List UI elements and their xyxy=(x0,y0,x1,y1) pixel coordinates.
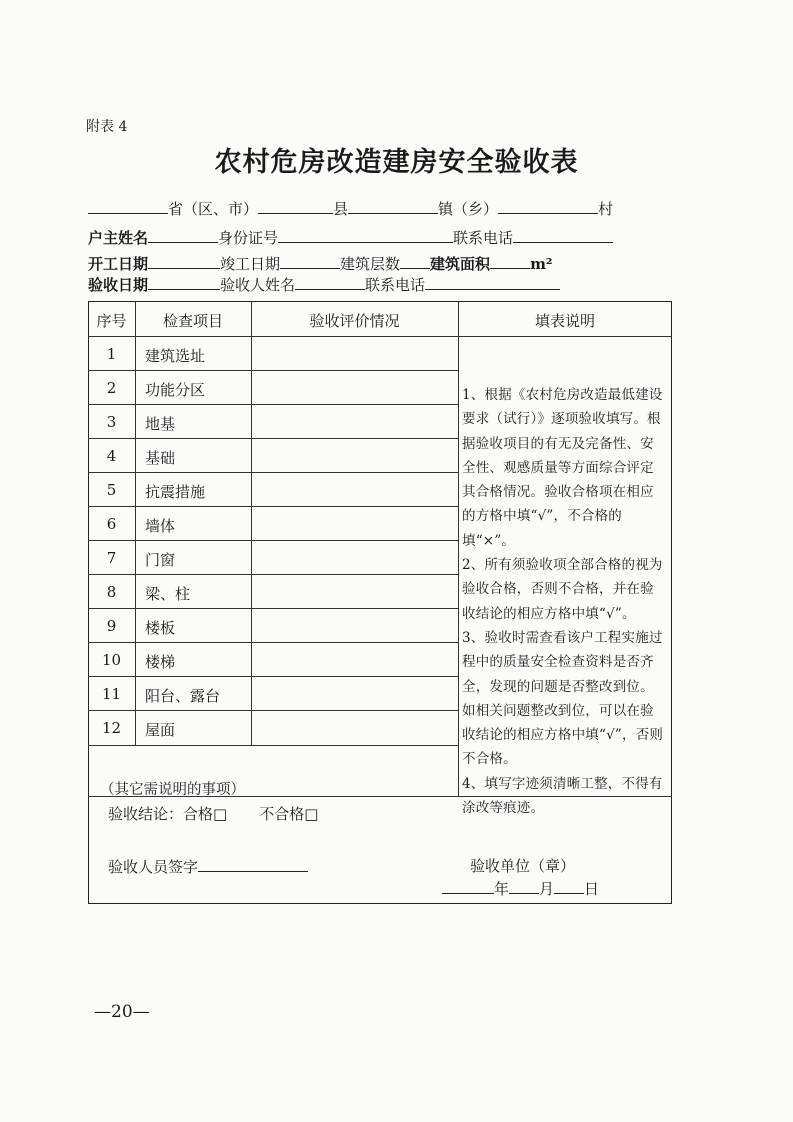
day-field[interactable] xyxy=(554,879,584,894)
inspector-name-label: 验收人姓名 xyxy=(220,276,296,294)
inspector-sign-field[interactable] xyxy=(198,857,308,872)
row-item: 基础 xyxy=(145,449,176,467)
inspector-sign-label: 验收人员签字 xyxy=(108,858,199,876)
page-number: —20— xyxy=(94,1002,150,1022)
other-matters-label: （其它需说明的事项） xyxy=(100,782,245,798)
inspector-phone-field[interactable] xyxy=(425,275,560,290)
row-item: 门窗 xyxy=(145,551,176,569)
town-field[interactable] xyxy=(348,199,438,214)
conclusion-row xyxy=(108,803,318,824)
instruction-item: 1、根据《农村危房改造最低建设要求（试行）》逐项验收填写。根据验收项目的有无及完备性、安全性、观感质量等方面综合评定其合格情况。验收合格项在相应的方格中填“√”，不合格的填“×”。 xyxy=(462,387,663,549)
address-line xyxy=(88,198,613,219)
row-item: 梁、柱 xyxy=(145,585,191,603)
start-date-label: 开工日期 xyxy=(88,255,149,273)
row-no: 5 xyxy=(106,481,117,499)
row-item: 楼梯 xyxy=(145,653,176,671)
completion-date-field[interactable] xyxy=(280,254,340,269)
annex-label: 附表 4 xyxy=(86,119,128,135)
owner-phone-field[interactable] xyxy=(513,228,613,243)
village-label: 村 xyxy=(598,200,614,218)
month-label: 月 xyxy=(539,880,555,898)
row-no: 2 xyxy=(106,379,117,397)
row-no: 3 xyxy=(106,413,117,431)
start-date-field[interactable] xyxy=(148,254,220,269)
row-no: 10 xyxy=(101,651,122,669)
id-number-label: 身份证号 xyxy=(218,229,279,247)
area-field[interactable] xyxy=(490,254,530,269)
inspector-signature-row xyxy=(108,856,308,877)
year-label: 年 xyxy=(494,880,510,898)
row-item: 楼板 xyxy=(145,619,176,637)
row-no: 7 xyxy=(106,549,117,567)
inspection-date-field[interactable] xyxy=(148,275,220,290)
page-title: 农村危房改造建房安全验收表 xyxy=(214,147,579,178)
row-no: 4 xyxy=(106,447,117,465)
pass-checkbox[interactable]: □ xyxy=(213,805,228,823)
row-item: 阳台、露台 xyxy=(145,687,221,705)
owner-phone-label: 联系电话 xyxy=(453,229,514,247)
pass-label: 合格 xyxy=(183,805,214,823)
province-field[interactable] xyxy=(88,199,168,214)
row-item: 墙体 xyxy=(145,517,176,535)
fail-checkbox[interactable]: □ xyxy=(304,805,319,823)
header-evaluation: 验收评价情况 xyxy=(309,312,400,330)
month-field[interactable] xyxy=(509,879,539,894)
owner-name-field[interactable] xyxy=(148,228,218,243)
row-no: 8 xyxy=(106,583,117,601)
row-no: 1 xyxy=(106,345,117,363)
header-line-notes xyxy=(458,336,672,337)
row-no: 11 xyxy=(101,685,122,703)
instruction-item: 3、验收时需查看该户工程实施过程中的质量安全检查资料是否齐全，发现的问题是否整改到位。如相关问题整改到位，可以在验收结论的相应方格中填“√”，否则不合格。 xyxy=(462,629,664,768)
floors-field[interactable] xyxy=(400,254,430,269)
row-no: 9 xyxy=(106,617,117,635)
date-row xyxy=(442,878,599,899)
area-label: 建筑面积 xyxy=(430,255,491,273)
header-no: 序号 xyxy=(96,312,127,330)
completion-date-label: 竣工日期 xyxy=(220,255,281,273)
row-item: 屋面 xyxy=(145,721,176,739)
header-instructions: 填表说明 xyxy=(534,312,595,330)
village-field[interactable] xyxy=(498,199,598,214)
row-item: 建筑选址 xyxy=(145,347,206,365)
row-no: 12 xyxy=(101,719,122,737)
date-line xyxy=(88,253,553,274)
year-field[interactable] xyxy=(442,879,494,894)
row-no: 6 xyxy=(106,515,117,533)
instruction-item: 2、所有须验收项全部合格的视为验收合格，否则不合格，并在验收结论的相应方格中填“√”。 xyxy=(462,557,663,622)
evaluation-column-cells[interactable] xyxy=(252,337,457,744)
row-item: 抗震措施 xyxy=(145,483,206,501)
header-item: 检查项目 xyxy=(162,312,223,330)
id-number-field[interactable] xyxy=(278,228,453,243)
county-field[interactable] xyxy=(258,199,333,214)
province-label: 省（区、市） xyxy=(168,200,259,218)
row-item: 功能分区 xyxy=(145,381,206,399)
conclusion-label: 验收结论： xyxy=(108,805,184,823)
area-unit: m² xyxy=(530,255,553,273)
instruction-item: 4、填写字迹须清晰工整，不得有涂改等痕迹。 xyxy=(462,775,663,817)
inspector-name-field[interactable] xyxy=(295,275,365,290)
inspection-line xyxy=(88,274,560,295)
owner-line xyxy=(88,227,613,248)
unit-seal-label: 验收单位（章） xyxy=(470,857,576,875)
floors-label: 建筑层数 xyxy=(340,255,401,273)
owner-name-label: 户主姓名 xyxy=(88,229,149,247)
inspector-phone-label: 联系电话 xyxy=(365,276,426,294)
county-label: 县 xyxy=(333,200,349,218)
fail-label: 不合格 xyxy=(259,805,305,823)
col-divider-notes xyxy=(458,301,459,796)
row-item: 地基 xyxy=(145,415,176,433)
town-label: 镇（乡） xyxy=(438,200,499,218)
col-divider-no xyxy=(135,301,136,745)
inspection-date-label: 验收日期 xyxy=(88,276,149,294)
day-label: 日 xyxy=(584,880,600,898)
row-line xyxy=(88,745,458,746)
instructions-text xyxy=(462,383,666,820)
